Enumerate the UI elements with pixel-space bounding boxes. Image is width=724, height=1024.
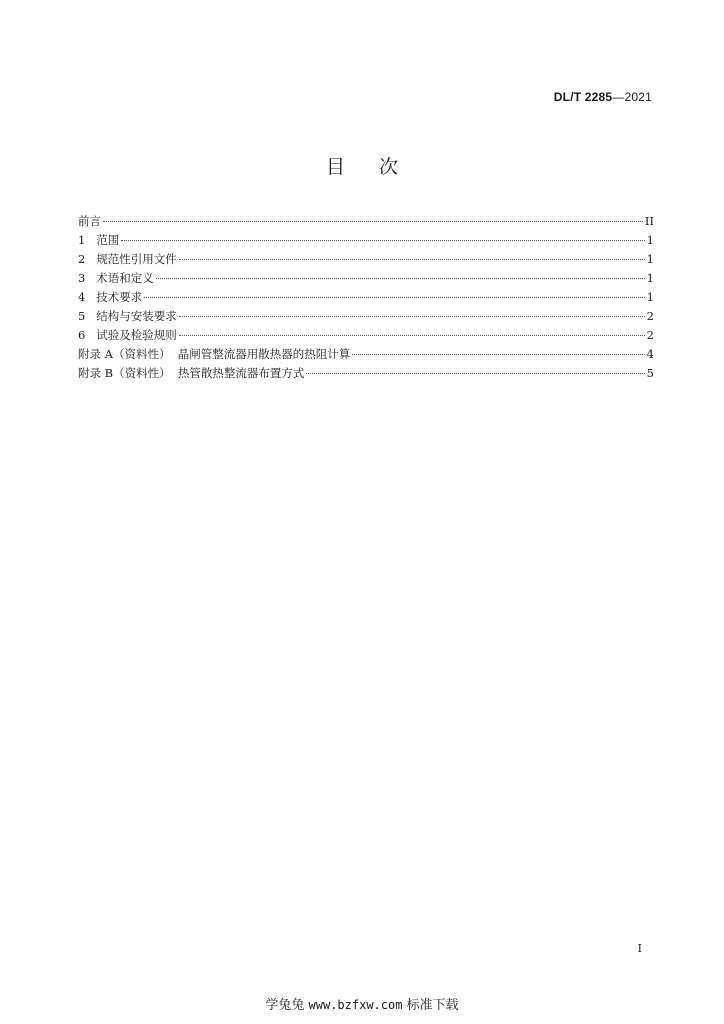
watermark-url: www.bzfxw.com bbox=[308, 998, 403, 1012]
toc-entry-page: 1 bbox=[646, 290, 654, 304]
page-number: I bbox=[637, 942, 642, 955]
table-of-contents bbox=[78, 212, 654, 383]
toc-entry-page: 4 bbox=[646, 347, 654, 361]
toc-entry-test-inspection[interactable] bbox=[78, 326, 654, 345]
toc-leader-dots bbox=[179, 316, 645, 317]
toc-entry-page: 1 bbox=[646, 252, 654, 266]
watermark-site: 学兔兔 bbox=[265, 998, 305, 1013]
watermark-suffix: 标准下载 bbox=[406, 998, 459, 1013]
toc-entry-page: 5 bbox=[646, 366, 654, 380]
toc-entry-structure-installation[interactable] bbox=[78, 307, 654, 326]
toc-leader-dots bbox=[156, 278, 645, 279]
toc-entry-label: 前言 bbox=[78, 214, 101, 228]
toc-entry-appendix-b[interactable] bbox=[78, 364, 654, 383]
toc-entry-terms-definitions[interactable] bbox=[78, 269, 654, 288]
toc-entry-normative-references[interactable] bbox=[78, 250, 654, 269]
document-code-year: —2021 bbox=[612, 90, 652, 104]
toc-entry-page: 1 bbox=[646, 233, 654, 247]
toc-entry-scope[interactable] bbox=[78, 231, 654, 250]
toc-leader-dots bbox=[306, 373, 644, 374]
document-code bbox=[554, 90, 652, 104]
toc-leader-dots bbox=[179, 259, 645, 260]
toc-entry-page: II bbox=[644, 214, 654, 228]
toc-entry-page: 2 bbox=[646, 328, 654, 342]
toc-entry-page: 2 bbox=[646, 309, 654, 323]
toc-entry-label: 3 术语和定义 bbox=[78, 271, 154, 285]
toc-entry-foreword[interactable] bbox=[78, 212, 654, 231]
document-code-number: DL/T 2285 bbox=[553, 90, 613, 104]
toc-leader-dots bbox=[144, 297, 644, 298]
toc-entry-label: 6 试验及检验规则 bbox=[78, 328, 177, 342]
toc-entry-label: 5 结构与安装要求 bbox=[78, 309, 177, 323]
toc-entry-label: 附录 B（资料性） 热管散热整流器布置方式 bbox=[78, 366, 305, 380]
toc-leader-dots bbox=[179, 335, 645, 336]
toc-leader-dots bbox=[352, 354, 644, 355]
watermark bbox=[0, 994, 724, 1013]
toc-entry-label: 1 范围 bbox=[78, 233, 120, 247]
toc-entry-technical-requirements[interactable] bbox=[78, 288, 654, 307]
toc-entry-label: 附录 A（资料性） 晶闸管整流器用散热器的热阻计算 bbox=[78, 347, 351, 361]
toc-entry-label: 4 技术要求 bbox=[78, 290, 143, 304]
toc-entry-appendix-a[interactable] bbox=[78, 345, 654, 364]
page-title: 目次 bbox=[325, 156, 432, 178]
toc-leader-dots bbox=[121, 240, 644, 241]
toc-entry-page: 1 bbox=[646, 271, 654, 285]
toc-leader-dots bbox=[103, 221, 643, 222]
toc-entry-label: 2 规范性引用文件 bbox=[78, 252, 177, 266]
